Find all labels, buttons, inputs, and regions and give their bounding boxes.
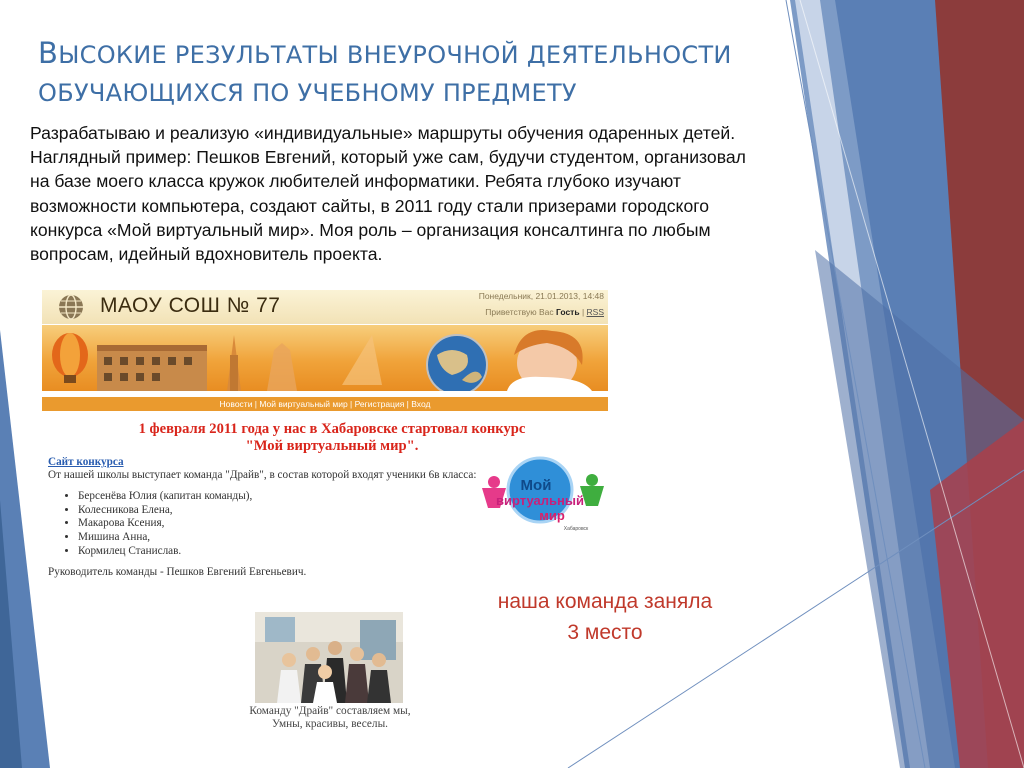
title-initial: В: [38, 36, 59, 70]
list-item: • Макарова Ксения,: [78, 517, 478, 531]
title-line-1: ЫСОКИЕ РЕЗУЛЬТАТЫ ВНЕУРОЧНОЙ ДЕЯТЕЛЬНОСТИ: [58, 41, 732, 69]
team-leader: Руководитель команды - Пешков Евгений Евгеньевич.: [48, 566, 307, 579]
slide-body-text: Разрабатываю и реализую «индивидуальные» маршруты обучения одаренных детей. Наглядный пример: Пешков Евгений, который уже сам, будучи студентом, организовал на базе моего класса кружок любителей информатики. Ребята глубоко изучают возможности компьютера, создают сайты, в 2011 году стали призерами городского конкурса «Мой виртуальный мир». Моя роль – организация консалтинга по любым вопросам, идейный вдохновитель проекта.: [30, 123, 746, 265]
caption-line-2: Умны, красивы, веселы.: [271, 718, 388, 730]
caption-line-1: Команду "Драйв" составляем мы,: [249, 705, 411, 717]
list-item: • Берсенёва Юлия (капитан команды),: [78, 490, 478, 504]
result-text: [470, 586, 740, 648]
list-item: • Кормилец Станислав.: [78, 545, 478, 559]
team-photo-block: [225, 612, 435, 737]
site-banner: [42, 325, 608, 391]
greeting-prefix: Приветствую Вас: [485, 307, 554, 317]
site-header: [42, 290, 608, 324]
virtual-world-logo: [480, 450, 608, 540]
team-members-list: [48, 490, 478, 558]
rss-link[interactable]: RSS: [586, 307, 604, 317]
photo-caption: [225, 705, 435, 731]
result-line-1: наша команда заняла: [497, 590, 713, 613]
banner-illustration: [42, 325, 608, 391]
result-line-2: 3 место: [567, 621, 643, 644]
site-name: МАОУ СОШ № 77: [100, 294, 281, 317]
logo-city: Хабаровск: [563, 526, 589, 532]
site-date: Понедельник, 21.01.2013, 14:48: [478, 291, 604, 301]
team-photo: [255, 612, 403, 703]
list-item: • Мишина Анна,: [78, 531, 478, 545]
headline-line-2: "Мой виртуальный мир".: [245, 438, 419, 454]
slide-title: [38, 34, 758, 112]
contest-link[interactable]: Сайт конкурса: [48, 456, 124, 468]
site-greeting: Приветствую Вас Гость | RSS: [485, 307, 604, 317]
globe-icon: [54, 293, 88, 321]
logo-text-3: мир: [539, 508, 565, 523]
list-item: • Колесникова Елена,: [78, 504, 478, 518]
logo-text-2: виртуальный: [496, 493, 584, 508]
headline-line-1: 1 февраля 2011 года у нас в Хабаровске стартовал конкурс: [138, 421, 526, 437]
site-nav[interactable]: Новости | Мой виртуальный мир | Регистрация | Вход: [42, 397, 608, 411]
logo-text-1: Мой: [520, 477, 552, 494]
team-intro: От нашей школы выступает команда "Драйв", в состав которой входят ученики 6в класса:: [48, 468, 477, 481]
contest-info: [48, 456, 478, 579]
title-line-2: ОБУЧАЮЩИХСЯ ПО УЧЕБНОМУ ПРЕДМЕТУ: [38, 79, 577, 107]
greeting-user: Гость: [555, 307, 580, 317]
website-screenshot: [42, 290, 608, 595]
